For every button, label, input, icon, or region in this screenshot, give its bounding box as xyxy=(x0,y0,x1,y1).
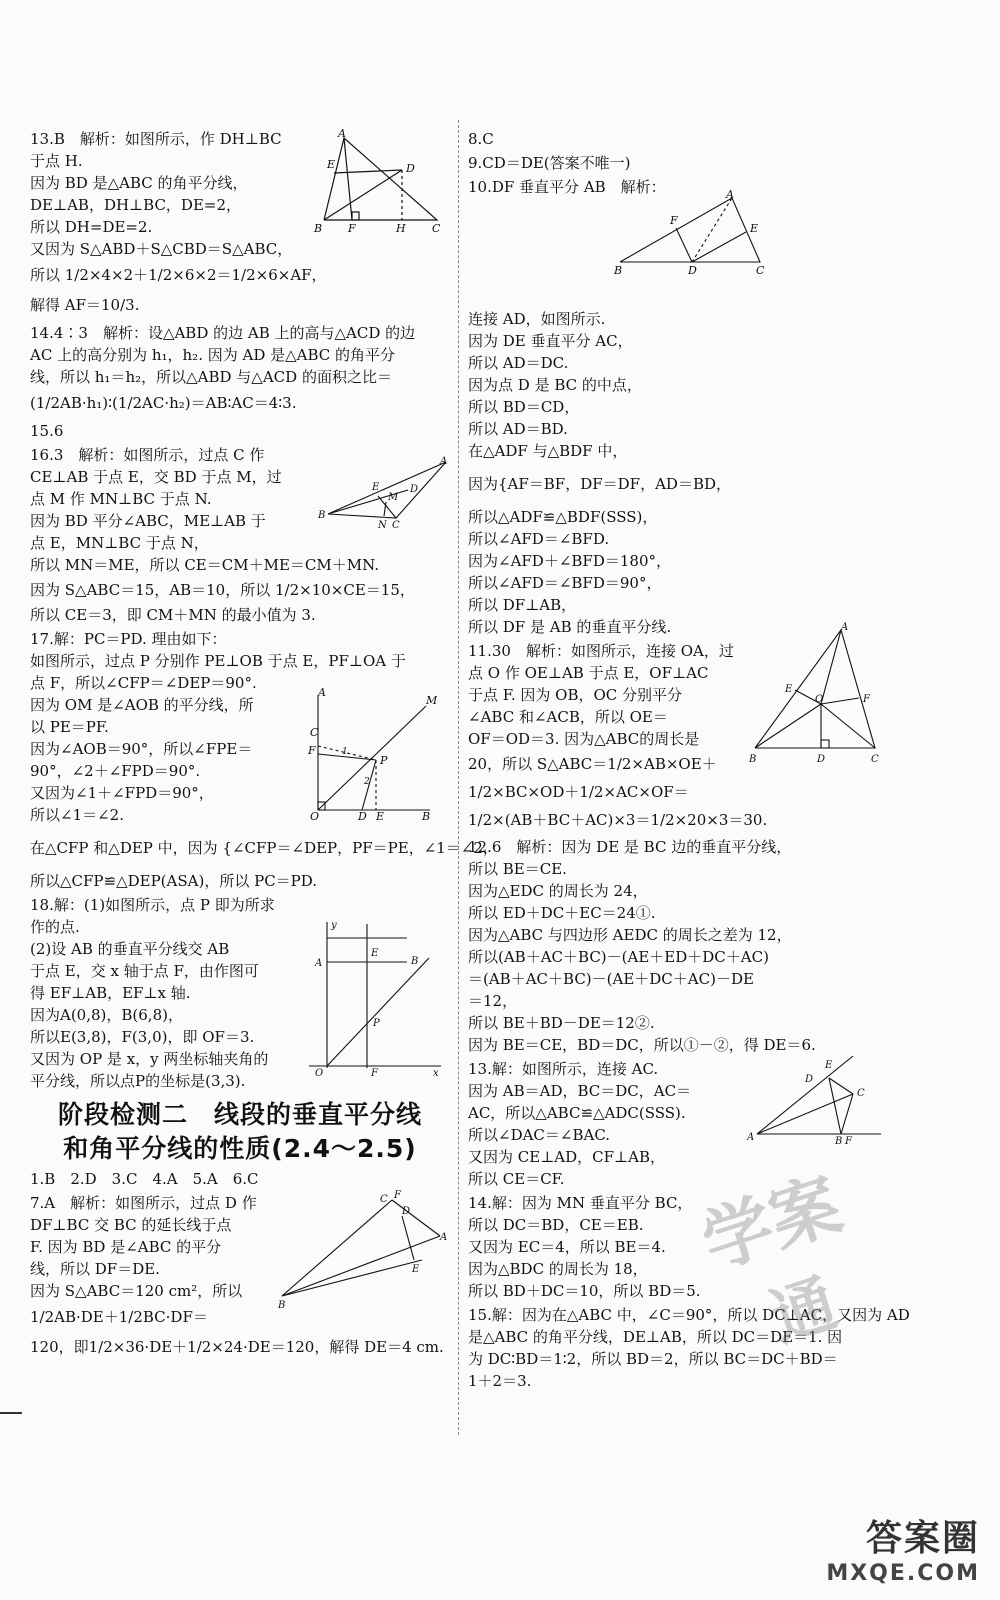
text-line: 1/2×(AB＋BC＋AC)×3＝1/2×20×3＝30. xyxy=(468,811,768,829)
svg-text:F: F xyxy=(394,1190,401,1201)
corner-logo xyxy=(826,1510,980,1586)
svg-text:A: A xyxy=(315,958,323,969)
text-line: 又因为 S△ABD＋S△CBD＝S△ABC， xyxy=(30,240,293,258)
svg-text:C: C xyxy=(871,754,879,765)
text-line: 11.30 解析：如图所示，连接 OA，过 xyxy=(468,642,734,660)
figure-q10-triangle xyxy=(610,188,790,276)
text-line: 16.3 解析：如图所示，过点 C 作 xyxy=(30,446,265,464)
section-heading xyxy=(30,1098,450,1166)
text-line: 120，即1/2×36·DE＋1/2×24·DE＝120，解得 DE＝4 cm. xyxy=(30,1338,444,1356)
text-line: 因为 AB＝AD，BC＝DC，AC＝ xyxy=(468,1082,692,1100)
svg-text:C: C xyxy=(310,726,319,739)
text-line: 因为A(0,8)，B(6,8)， xyxy=(30,1006,183,1024)
text-line: 所以 BE＋BD－DE＝12②. xyxy=(468,1014,655,1032)
text-line: 在△CFP 和△DEP 中，因为 {∠CFP＝∠DEP，PF＝PE，∠1＝∠2， xyxy=(30,839,498,857)
text-line: 9.CD＝DE(答案不唯一) xyxy=(468,154,631,172)
answer-14-right xyxy=(468,1192,928,1302)
text-line: 90°，∠2＋∠FPD＝90°. xyxy=(30,762,201,780)
text-line: ＝12， xyxy=(468,992,518,1010)
svg-text:A: A xyxy=(747,1132,755,1143)
svg-text:C: C xyxy=(432,222,441,235)
text-line: 所以(AB＋AC＋BC)－(AE＋ED＋DC＋AC) xyxy=(468,948,769,966)
svg-text:y: y xyxy=(331,920,337,931)
text-line: 作的点. xyxy=(30,918,80,936)
text-line: 所以 DH=DE=2. xyxy=(30,218,153,236)
svg-text:B: B xyxy=(614,264,623,276)
text-line: 于点 E，交 x 轴于点 F，由作图可 xyxy=(30,962,259,980)
text-line: 17.解：PC＝PD. 理由如下： xyxy=(30,630,227,648)
section-title-line-1: 阶段检测二 线段的垂直平分线 xyxy=(57,1100,422,1129)
svg-text:B: B xyxy=(314,222,323,235)
text-line: 线，所以 h₁＝h₂，所以△ABD 与△ACD 的面积之比＝ xyxy=(30,368,392,386)
svg-text:C: C xyxy=(756,264,765,276)
corner-logo-title: 答案圈 xyxy=(865,1518,980,1559)
text-line: 于点 H. xyxy=(30,152,83,170)
text-line: 因为点 D 是 BC 的中点， xyxy=(468,376,642,394)
text-line: 所以 BD＋DC＝10，所以 BD＝5. xyxy=(468,1282,701,1300)
text-line: (1/2AB·h₁)∶(1/2AC·h₂)＝AB∶AC＝4∶3. xyxy=(30,394,297,412)
svg-text:M: M xyxy=(388,492,399,503)
text-line: 在△ADF 与△BDF 中， xyxy=(468,442,628,460)
svg-text:O: O xyxy=(310,810,320,823)
text-line: 20，所以 S△ABC＝1/2×AB×OE＋ xyxy=(468,755,717,773)
text-line: 所以 BE＝CE. xyxy=(468,860,567,878)
answer-12 xyxy=(468,836,928,1056)
text-line: 因为△BDC 的周长为 18， xyxy=(468,1260,648,1278)
svg-text:D: D xyxy=(805,1074,814,1085)
svg-text:A: A xyxy=(440,456,448,467)
svg-text:A: A xyxy=(726,188,734,201)
corner-logo-domain: MXQE.COM xyxy=(826,1561,980,1586)
text-line: 1/2×BC×OD＋1/2×AC×OF＝ xyxy=(468,783,689,801)
svg-text:F: F xyxy=(845,1136,852,1146)
text-line: 又因为 EC＝4，所以 BE＝4. xyxy=(468,1238,666,1256)
text-line: OF＝OD＝3. 因为△ABC的周长是 xyxy=(468,730,700,748)
text-line: 因为 BD 平分∠ABC，ME⊥AB 于 xyxy=(30,512,266,530)
answer-15 xyxy=(30,420,450,442)
text-line: 点 M 作 MN⊥BC 于点 N. xyxy=(30,490,212,508)
answer-9 xyxy=(468,152,928,174)
text-line: 所以 DF⊥AB， xyxy=(468,596,577,614)
svg-text:O: O xyxy=(815,694,824,705)
text-line: 1＋2＝3. xyxy=(468,1372,532,1390)
text-line: 因为△EDC 的周长为 24， xyxy=(468,882,648,900)
text-line: 所以 1/2×4×2＋1/2×6×2＝1/2×6×AF， xyxy=(30,266,327,284)
answer-14 xyxy=(30,322,450,418)
text-line: 又因为 OP 是 x，y 两坐标轴夹角的 xyxy=(30,1050,269,1068)
text-line: 因为{AF＝BF，DF＝DF，AD＝BD， xyxy=(468,475,731,493)
svg-text:A: A xyxy=(440,1232,448,1243)
text-line: 点 O 作 OE⊥AB 于点 E，OF⊥AC xyxy=(468,664,709,682)
figure-q16-triangle xyxy=(316,456,456,534)
text-line: 所以 ED＋DC＋EC＝24①. xyxy=(468,904,656,922)
svg-text:D: D xyxy=(402,1206,411,1217)
text-line: 以 PE＝PF. xyxy=(30,718,109,736)
text-line: 线，所以 DF＝DE. xyxy=(30,1260,160,1278)
text-line: ＝(AB＋AC＋BC)－(AE＋DC＋AC)－DE xyxy=(468,970,754,988)
text-line: 因为 DE 垂直平分 AC， xyxy=(468,332,633,350)
text-line: 因为 S△ABC＝15，AB＝10，所以 1/2×10×CE＝15， xyxy=(30,581,415,599)
text-line: 因为△ABC 与四边形 AEDC 的周长之差为 12， xyxy=(468,926,792,944)
svg-text:A: A xyxy=(841,622,849,633)
svg-text:B: B xyxy=(318,510,326,521)
svg-text:C: C xyxy=(392,520,400,531)
svg-text:C: C xyxy=(380,1194,388,1205)
text-line: 1.B 2.D 3.C 4.A 5.A 6.C xyxy=(30,1170,259,1188)
text-line: 18.解：(1)如图所示，点 P 即为所求 xyxy=(30,896,275,914)
text-line: 12.6 解析：因为 DE 是 BC 边的垂直平分线， xyxy=(468,838,792,856)
answer-8 xyxy=(468,128,928,150)
svg-text:P: P xyxy=(373,1018,380,1029)
svg-text:E: E xyxy=(412,1264,420,1275)
text-line: 10.DF 垂直平分 AB 解析： xyxy=(468,178,666,196)
text-line: 7.A 解析：如图所示，过点 D 作 xyxy=(30,1194,257,1212)
svg-text:F: F xyxy=(863,694,870,705)
svg-text:E: E xyxy=(371,948,379,959)
text-line: 所以∠AFD＝∠BFD＝90°， xyxy=(468,574,662,592)
svg-text:P: P xyxy=(380,754,388,767)
text-line: 是△ABC 的角平分线，DE⊥AB，所以 DC＝DE＝1. 因 xyxy=(468,1328,843,1346)
text-line: 得 EF⊥AB，EF⊥x 轴. xyxy=(30,984,191,1002)
figure-q17-angle xyxy=(302,688,437,828)
text-line: 所以 MN＝ME，所以 CE＝CM＋ME＝CM＋MN. xyxy=(30,556,380,574)
column-divider xyxy=(458,120,459,1435)
figure-q11-triangle xyxy=(745,620,885,770)
text-line: 又因为∠1＋∠FPD＝90°， xyxy=(30,784,214,802)
text-line: 所以 CE＝3，即 CM＋MN 的最小值为 3. xyxy=(30,606,316,624)
svg-text:N: N xyxy=(378,520,387,531)
svg-text:A: A xyxy=(318,688,326,699)
text-line: 因为∠AOB＝90°，所以∠FPE＝ xyxy=(30,740,253,758)
text-line: 因为 BD 是△ABC 的角平分线， xyxy=(30,174,248,192)
svg-text:E: E xyxy=(785,684,793,695)
text-line: 又因为 CE⊥AD，CF⊥AB， xyxy=(468,1148,666,1166)
answers-1-6 xyxy=(30,1168,450,1190)
svg-text:C: C xyxy=(857,1088,865,1099)
text-line: (2)设 AB 的垂直平分线交 AB xyxy=(30,940,230,958)
svg-text:E: E xyxy=(327,158,336,171)
text-line: 所以∠DAC＝∠BAC. xyxy=(468,1126,611,1144)
svg-text:2: 2 xyxy=(364,777,370,787)
text-line: 所以 AD＝DC. xyxy=(468,354,569,372)
svg-text:x: x xyxy=(433,1068,439,1078)
text-line: 因为 S△ABC＝120 cm²，所以 xyxy=(30,1282,243,1300)
svg-text:F: F xyxy=(371,1068,378,1078)
text-line: 如图所示，过点 P 分别作 PE⊥OB 于点 E，PF⊥OA 于 xyxy=(30,652,406,670)
text-line: 所以△ADF≌△BDF(SSS)， xyxy=(468,508,658,526)
text-line: 13.解：如图所示，连接 AC. xyxy=(468,1060,659,1078)
watermark-line-2: 通 xyxy=(761,1265,846,1357)
svg-text:D: D xyxy=(688,264,697,276)
text-line: 所以 AD＝BD. xyxy=(468,420,568,438)
text-line: CE⊥AB 于点 E，交 BD 于点 M，过 xyxy=(30,468,282,486)
text-line: 点 E，MN⊥BC 于点 N， xyxy=(30,534,209,552)
figure-q13-triangle xyxy=(312,128,447,236)
svg-text:M: M xyxy=(426,694,437,707)
text-line: 15.6 xyxy=(30,422,64,440)
svg-text:F: F xyxy=(670,214,678,227)
text-line: 所以 DF 是 AB 的垂直平分线. xyxy=(468,618,672,636)
svg-text:H: H xyxy=(396,222,406,235)
text-line: 于点 F. 因为 OB，OC 分别平分 xyxy=(468,686,683,704)
svg-text:A: A xyxy=(338,128,346,140)
text-line: 因为 BE＝CE，BD＝DC，所以①－②，得 DE＝6. xyxy=(468,1036,816,1054)
text-line: 14.4∶3 解析：设△ABD 的边 AB 上的高与△ACD 的边 xyxy=(30,324,416,342)
answer-15-right xyxy=(468,1304,928,1392)
text-line: 因为 OM 是∠AOB 的平分线，所 xyxy=(30,696,254,714)
text-line: 14.解：因为 MN 垂直平分 BC， xyxy=(468,1194,693,1212)
figure-q7-triangle xyxy=(272,1190,452,1308)
svg-text:F: F xyxy=(308,744,316,757)
text-line: 8.C xyxy=(468,130,494,148)
text-line: 点 F，所以∠CFP＝∠DEP＝90°. xyxy=(30,674,257,692)
text-line: 15.解：因为在△ABC 中，∠C＝90°，所以 DC⊥AC，又因为 AD xyxy=(468,1306,910,1324)
svg-text:E: E xyxy=(825,1060,833,1071)
svg-text:B: B xyxy=(411,956,419,967)
svg-text:B: B xyxy=(278,1300,286,1308)
text-line: 为 DC∶BD＝1∶2，所以 BD＝2，所以 BC＝DC＋BD＝ xyxy=(468,1350,838,1368)
svg-text:E: E xyxy=(372,482,380,493)
figure-q18-coordinate xyxy=(305,918,445,1078)
svg-text:E: E xyxy=(750,222,759,235)
section-title-line-2: 和角平分线的性质(2.4～2.5) xyxy=(63,1134,417,1163)
text-line: AC 上的高分别为 h₁，h₂. 因为 AD 是△ABC 的角平分 xyxy=(30,346,396,364)
page-edge-rule xyxy=(0,1412,22,1414)
svg-text:E: E xyxy=(376,810,385,823)
text-line: 所以 CE＝CF. xyxy=(468,1170,565,1188)
svg-text:D: D xyxy=(358,810,367,823)
text-line: 解得 AF＝10/3. xyxy=(30,296,140,314)
svg-text:D: D xyxy=(817,754,826,765)
watermark-line-1: 学案 xyxy=(692,1162,851,1285)
text-line: 所以 DC＝BD，CE＝EB. xyxy=(468,1216,644,1234)
text-line: 所以∠AFD＝∠BFD. xyxy=(468,530,610,548)
svg-text:D: D xyxy=(406,162,415,175)
text-line: AC，所以△ABC≌△ADC(SSS). xyxy=(468,1104,686,1122)
svg-text:B: B xyxy=(749,754,757,765)
text-line: ∠ABC 和∠ACB，所以 OE＝ xyxy=(468,708,668,726)
svg-text:B: B xyxy=(422,810,431,823)
text-line: 因为∠AFD＋∠BFD＝180°， xyxy=(468,552,671,570)
figure-q13-quadrilateral xyxy=(745,1054,885,1146)
svg-text:O: O xyxy=(315,1068,324,1078)
svg-text:F: F xyxy=(348,222,356,235)
text-line: 平分线，所以点P的坐标是(3,3). xyxy=(30,1072,246,1090)
svg-text:B: B xyxy=(835,1136,843,1146)
svg-text:1: 1 xyxy=(342,747,348,757)
text-line: 所以△CFP≌△DEP(ASA)，所以 PC＝PD. xyxy=(30,872,318,890)
text-line: DE⊥AB，DH⊥BC，DE=2， xyxy=(30,196,242,214)
text-line: 所以∠1＝∠2. xyxy=(30,806,124,824)
text-line: DF⊥BC 交 BC 的延长线于点 xyxy=(30,1216,232,1234)
text-line: 13.B 解析：如图所示，作 DH⊥BC xyxy=(30,130,282,148)
text-line: 所以 BD＝CD， xyxy=(468,398,580,416)
svg-text:D: D xyxy=(410,484,419,495)
text-line: 1/2AB·DE＋1/2BC·DF＝ xyxy=(30,1308,208,1326)
text-line: 所以E(3,8)，F(3,0)，即 OF＝3. xyxy=(30,1028,255,1046)
text-line: 连接 AD，如图所示. xyxy=(468,310,606,328)
text-line: F. 因为 BD 是∠ABC 的平分 xyxy=(30,1238,222,1256)
